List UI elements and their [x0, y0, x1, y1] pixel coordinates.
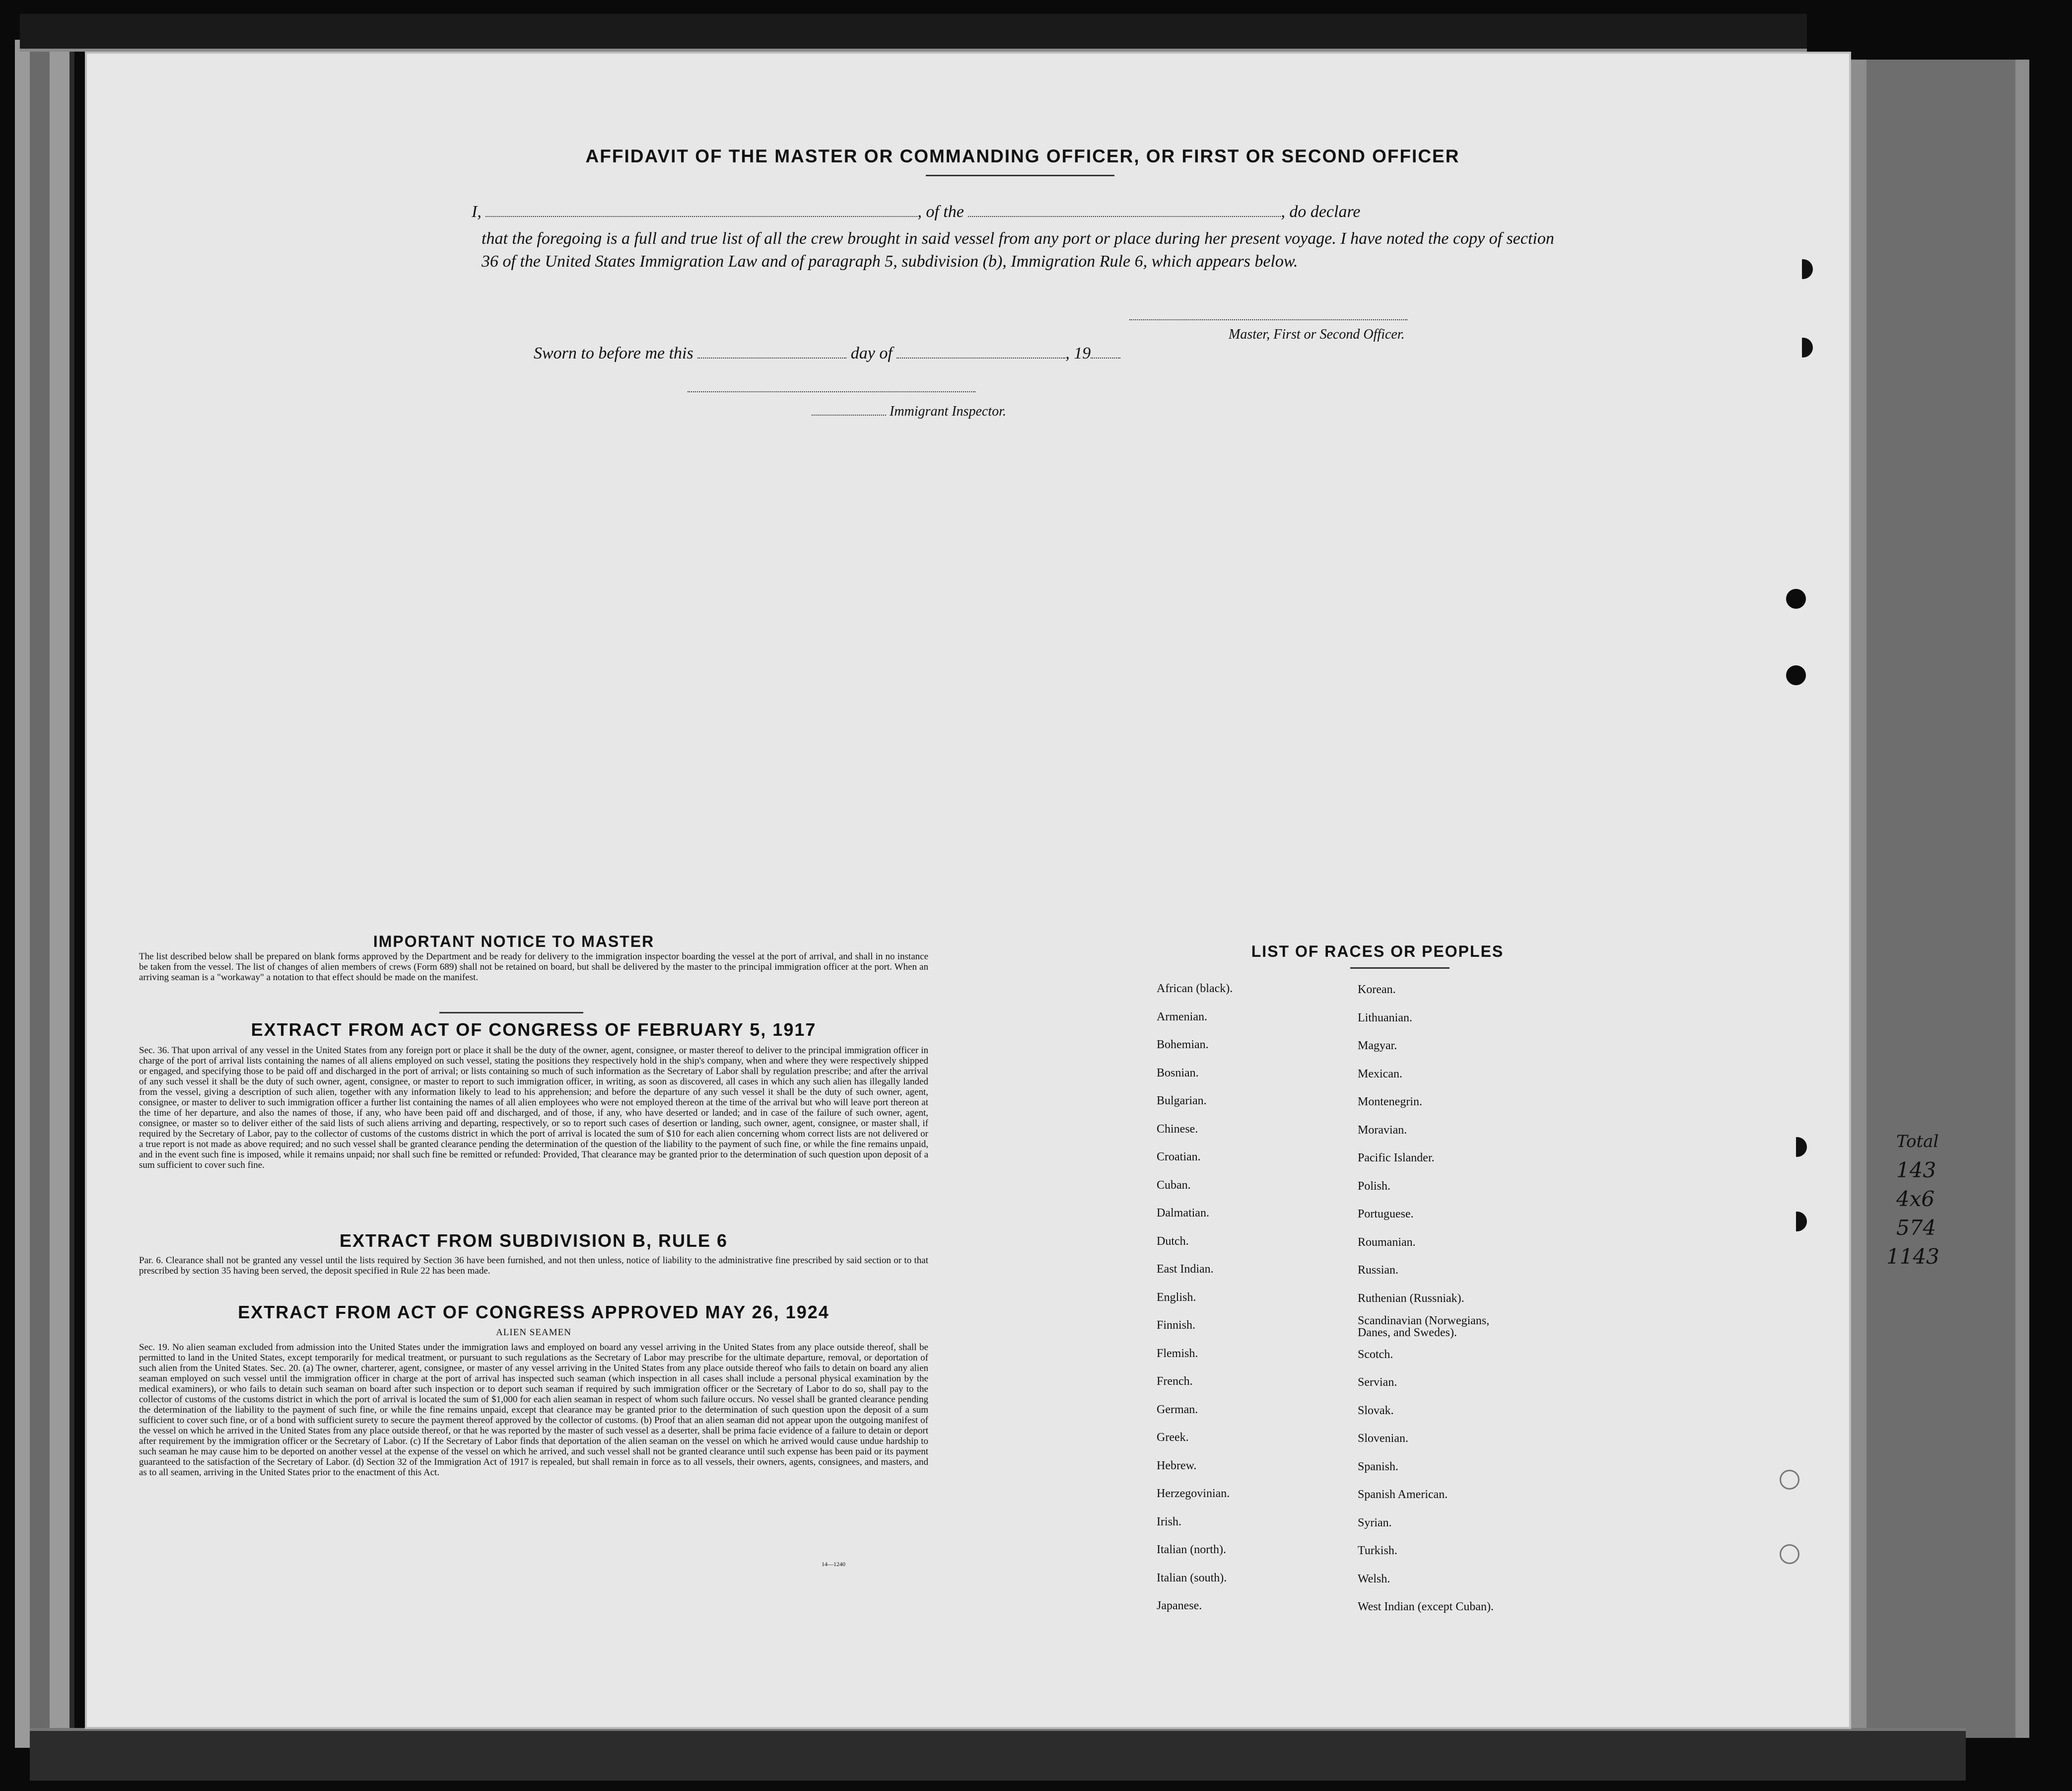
- vessel-blank[interactable]: [968, 205, 1281, 217]
- rule-6-text: Par. 6. Clearance shall not be granted any vessel until the lists required by Section 36 have been furnished, and not then unless, notice of liability to the administrative fine prescribed by said section or to that prescribed by section 35 having been served, the deposit specified in Rule 22 has been made.: [139, 1255, 928, 1276]
- master-signature-label: Master, First or Second Officer.: [1229, 327, 1405, 342]
- tally-row: 574: [1896, 1216, 1936, 1240]
- race-item: Hebrew.: [1157, 1459, 1197, 1472]
- race-item: Slovak.: [1358, 1404, 1394, 1417]
- sworn-year: , 19: [1065, 344, 1091, 362]
- race-item: Welsh.: [1358, 1572, 1390, 1585]
- binder-hole: [1780, 1544, 1799, 1564]
- name-blank[interactable]: [485, 205, 917, 217]
- race-item: Servian.: [1358, 1376, 1397, 1389]
- race-item: Pacific Islander.: [1358, 1151, 1435, 1164]
- race-item: Dalmatian.: [1157, 1207, 1209, 1219]
- manifest-page: [87, 54, 1849, 1727]
- race-item: Spanish.: [1358, 1460, 1399, 1473]
- race-item: Bohemian.: [1157, 1038, 1209, 1051]
- race-item: West Indian (except Cuban).: [1358, 1600, 1494, 1613]
- race-item: Scotch.: [1358, 1348, 1393, 1361]
- sworn-prefix: Sworn to before me this: [534, 344, 693, 362]
- act-1924-title: EXTRACT FROM ACT OF CONGRESS APPROVED MAY 26, 1924: [238, 1302, 829, 1322]
- binder-left-shadow: [30, 50, 50, 1738]
- notice-title: IMPORTANT NOTICE TO MASTER: [373, 932, 655, 950]
- title-divider: [926, 175, 1114, 176]
- act-1917-text: Sec. 36. That upon arrival of any vessel in the United States from any foreign port or place it shall be the duty of the owner, agent, consignee, or master thereof to deliver to the principal immigration officer in charge of the port of arrival lists containing the names of all aliens employed on such vessel, stating the positions they respectively hold in the ship's company, when and where they were respectively shipped or engaged, and specifying those to be paid off and discharged in the port of arrival; or lists containing so much of such information as the Secretary of Labor shall by regulation prescribe; and after the arrival of any such vessel it shall be the duty of such owner, agent, consignee, or master to report to such immigration officer, in writing, as soon as discovered, all cases in which any such alien has illegally landed from the vessel, giving a description of such alien, together with any information likely to lead to his apprehension; and before the departure of any such vessel it shall be the duty of such owner, agent, consignee, or master to deliver to such immigration officer a further list containing the names of all alien employees who were not employed thereon at the time of the arrival but who will leave port thereon at the time of her departure, and also the names of those, if any, who have been paid off and discharged, and of those, if any, who have deserted or landed; and in case of the failure of such owner, agent, consignee, or master so to deliver either of the said lists of such aliens arriving and departing, respectively, or so to report such cases of desertion or landing, such owner, agent, consignee, or master shall, if required by the Secretary of Labor, pay to the collector of customs of the customs district in which the port of arrival is located the sum of $10 for each alien concerning whom correct lists are not delivered or a true report is not made as above required; and no such vessel shall be granted clearance pending the determination of the question of the liability to the payment of such fine, or while the fine remains unpaid, and in the event such fine is imposed, while it remains unpaid; nor shall such fine be remitted or refunded: Provided, That clearance may be granted prior to the determination of such question upon deposit of a sum sufficient to cover such fine.: [139, 1045, 928, 1170]
- race-item: Polish.: [1358, 1179, 1391, 1193]
- sworn-day-of: day of: [850, 344, 893, 362]
- race-item: Chinese.: [1157, 1122, 1198, 1136]
- race-item: African (black).: [1157, 982, 1233, 995]
- race-item: Syrian.: [1358, 1516, 1392, 1529]
- act-1917-title: EXTRACT FROM ACT OF CONGRESS OF FEBRUARY 5, 1917: [251, 1019, 817, 1040]
- tally-row: 1143: [1886, 1244, 1939, 1269]
- binder-hole: [1793, 259, 1813, 279]
- race-item: Slovenian.: [1358, 1432, 1408, 1445]
- binder-hole: [1793, 338, 1813, 358]
- race-item: Dutch.: [1157, 1234, 1189, 1248]
- affidavit-title: AFFIDAVIT OF THE MASTER OR COMMANDING OFFICER, OR FIRST OR SECOND OFFICER: [585, 146, 1460, 166]
- race-item: Moravian.: [1358, 1123, 1407, 1137]
- race-item: Korean.: [1358, 983, 1396, 996]
- race-item: Portuguese.: [1358, 1208, 1414, 1220]
- affidavit-of-the: , of the: [917, 203, 964, 221]
- inspector-label: Immigrant Inspector.: [890, 404, 1006, 419]
- race-item: Roumanian.: [1358, 1235, 1416, 1249]
- day-blank[interactable]: [697, 347, 846, 358]
- race-item: Flemish.: [1157, 1347, 1198, 1360]
- sworn-line: [534, 344, 1120, 363]
- affidavit-body: that the foregoing is a full and true list of all the crew brought in said vessel from any port or place during her present voyage. I have noted the copy of section 36 of the United States Immigration Law and of paragraph 5, subdivision (b), Immigration Rule 6, which appears below.: [482, 229, 1554, 271]
- tally-row: 143: [1896, 1158, 1936, 1182]
- race-item: Cuban.: [1157, 1178, 1191, 1192]
- race-item: French.: [1157, 1375, 1193, 1388]
- race-item: Lithuanian.: [1358, 1011, 1412, 1024]
- race-item: Magyar.: [1358, 1039, 1397, 1052]
- binder-hole: [1786, 665, 1806, 685]
- race-item: Finnish.: [1157, 1319, 1196, 1332]
- tally-figures: [1866, 1127, 1939, 1271]
- race-item: Herzegovinian.: [1157, 1487, 1230, 1500]
- month-blank[interactable]: [897, 347, 1065, 358]
- race-item: Bosnian.: [1157, 1066, 1199, 1079]
- race-item: Italian (south).: [1157, 1571, 1227, 1584]
- binder-hole: [1780, 1470, 1799, 1490]
- affidavit-i: I,: [472, 203, 482, 221]
- tally-heading: Total: [1896, 1132, 1939, 1151]
- tally-row: 4x6: [1896, 1187, 1935, 1211]
- race-item: Ruthenian (Russniak).: [1358, 1291, 1464, 1305]
- race-item: Irish.: [1157, 1515, 1181, 1528]
- race-item: Russian.: [1358, 1264, 1399, 1277]
- year-blank[interactable]: [1091, 347, 1120, 358]
- notice-divider: [439, 1012, 583, 1013]
- race-item: Scandinavian (Norwegians, Danes, and Swedes).: [1358, 1314, 1490, 1339]
- race-item: English.: [1157, 1290, 1196, 1304]
- races-title: LIST OF RACES OR PEOPLES: [1251, 942, 1504, 960]
- alien-seamen-heading: ALIEN SEAMEN: [496, 1327, 571, 1338]
- notice-text: The list described below shall be prepared on blank forms approved by the Department and be ready for delivery to the immigration inspector boarding the vessel at the port of arrival, and shall in no instance be taken from the vessel. The list of changes of alien members of crews (Form 689) shall not be retained on board, but shall be delivered by the master to the principal immigration officer at the port. When an arriving seaman is a "workaway" a notation to that effect should be made on the manifest.: [139, 951, 928, 983]
- binder-hole: [1787, 1137, 1807, 1157]
- inspector-label-line: [812, 404, 1006, 420]
- rule-6-title: EXTRACT FROM SUBDIVISION B, RULE 6: [339, 1230, 728, 1251]
- affidavit-do-declare: , do declare: [1281, 203, 1361, 221]
- race-item: Bulgarian.: [1157, 1094, 1207, 1107]
- act-1924-text: Sec. 19. No alien seaman excluded from admission into the United States under the immigration laws and employed on board any vessel arriving in the United States from any place outside thereof, shall be permitted to land in the United States, except temporarily for medical treatment, or pursuant to such regulations as the Secretary of Labor may prescribe for the ultimate departure, removal, or deportation of such alien from the United States. Sec. 20. (a) The owner, charterer, agent, consignee, or master of any vessel arriving in the United States from any place outside thereof who fails to detain on board any alien seaman employed on such vessel until the immigration officer in charge at the port of arrival has inspected such seaman (which inspection in all cases shall include a personal physical examination by the medical examiners), or who fails to detain such seaman on board after such inspection or to deport such seaman if required by such immigration officer or the Secretary of Labor to do so, shall pay to the collector of customs of the customs district in which the port of arrival is located the sum of $1,000 for each alien seaman in respect of whom such failure occurs. No vessel shall be granted clearance pending the determination of the liability to the payment of such fine, or while the fine remains unpaid, except that clearance may be granted prior to the determination of such question upon the deposit of a sum sufficient to cover such fine, or of a bond with sufficient surety to secure the payment thereof approved by the collector of customs. (b) Proof that an alien seaman did not appear upon the outgoing manifest of the vessel on which he arrived in the United States from any place outside thereof, or that he was reported by the master of such vessel as a deserter, shall be prima facie evidence of a failure to detain or deport after requirement by the immigration officer or the Secretary of Labor. (c) If the Secretary of Labor finds that deportation of the alien seaman on the vessel on which he arrived would cause undue hardship to such seaman he may cause him to be deported on another vessel at the expense of the vessel on which he arrived, and such vessel shall not be granted clearance until such expense has been paid or its payment guaranteed to the satisfaction of the Secretary of Labor. (d) Section 32 of the Immigration Act of 1917 is repealed, but shall remain in force as to all vessels, their owners, agents, consignees, and masters, and as to all seamen, arriving in the United States prior to the enactment of this Act.: [139, 1342, 928, 1478]
- race-item: Greek.: [1157, 1431, 1189, 1444]
- race-item: Armenian.: [1157, 1010, 1207, 1023]
- underlying-page-shadow: [1866, 60, 2015, 1738]
- race-item: Mexican.: [1358, 1067, 1402, 1080]
- binder-hole: [1786, 589, 1806, 609]
- inspector-signature-line[interactable]: [688, 391, 975, 392]
- race-item: Croatian.: [1157, 1150, 1201, 1163]
- race-item: Spanish American.: [1358, 1488, 1448, 1501]
- binder-bottom-edge: [30, 1728, 1966, 1781]
- binder-hole: [1787, 1212, 1807, 1231]
- race-item: East Indian.: [1157, 1263, 1214, 1276]
- master-signature-line[interactable]: [1129, 319, 1407, 321]
- binder-top-edge: [20, 14, 1807, 52]
- race-item: Japanese.: [1157, 1599, 1202, 1612]
- race-item: Italian (north).: [1157, 1543, 1226, 1556]
- races-divider: [1350, 967, 1450, 969]
- race-item: German.: [1157, 1403, 1198, 1416]
- race-item: Montenegrin.: [1358, 1095, 1422, 1108]
- affidavit-declaration-line: [472, 203, 1564, 221]
- inspector-blank[interactable]: [812, 404, 886, 416]
- race-item: Turkish.: [1358, 1544, 1397, 1557]
- form-number: 14—1240: [822, 1561, 845, 1568]
